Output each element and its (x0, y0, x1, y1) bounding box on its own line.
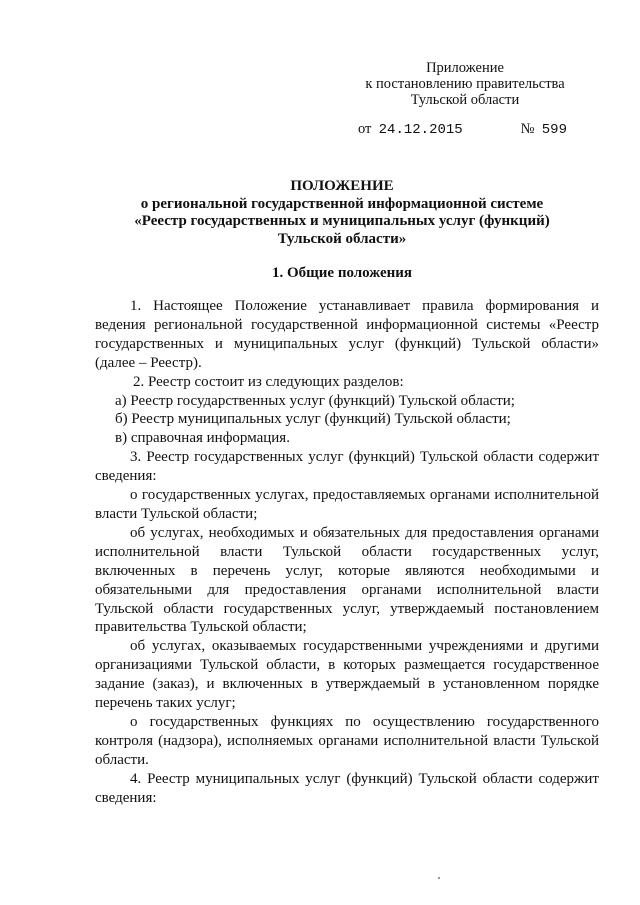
paragraph-3-item-3: об услугах, оказываемых государственными учреждениями и другими организациями Тульской области, в которых размещается государственное задание (заказ), и включенных в утверждаемый в установленном порядке перечень таких услуг; (95, 638, 599, 712)
document-date: 24.12.2015 (378, 122, 463, 138)
appendix-line-2: к постановлению правительства (365, 76, 565, 92)
paragraph-1: 1. Настоящее Положение устанавливает правила формирования и ведения региональной государственной информационной системы «Реестр государственных и муниципальных услуг (функций) Тульской области» (далее – Реестр). (95, 298, 599, 371)
paragraph-4: 4. Реестр муниципальных услуг (функций) Тульской области содержит сведения: (95, 770, 599, 806)
date-from-label: от (358, 121, 372, 137)
title-heading: ПОЛОЖЕНИЕ (290, 178, 394, 194)
paragraph-3: 3. Реестр государственных услуг (функций) Тульской области содержит сведения: (95, 449, 599, 485)
paragraph-3-item-4: о государственных функциях по осуществлению государственного контроля (надзора), исполняемых органами исполнительной власти Тульской области. (95, 713, 599, 768)
date-number-line (358, 121, 567, 138)
title-line-3: Тульской области» (277, 230, 407, 247)
paragraph-2c: в) справочная информация. (115, 430, 290, 447)
paragraph-2a: а) Реестр государственных услуг (функций) Тульской области; (115, 392, 515, 409)
title-line-2: «Реестр государственных и муниципальных услуг (функций) (134, 213, 550, 229)
paragraph-3-item-1: о государственных услугах, предоставляемых органами исполнительной власти Тульской области; (95, 487, 599, 522)
document-number: 599 (541, 122, 567, 138)
document-body (95, 297, 599, 807)
scan-speck (438, 877, 440, 879)
paragraph-3-item-2: об услугах, необходимых и обязательных для предоставления органами исполнительной власти Тульской области государственных услуг, включенных в перечень услуг, которые являются необходимыми и обязательными для предоставления органами исполнительной власти Тульской области государственных услуг, утверждаемый постановлением правительства Тульской области; (95, 524, 599, 636)
title-line-1: о региональной государственной информационной системе (140, 195, 544, 212)
section-heading: 1. Общие положения (271, 265, 413, 281)
paragraph-2b: б) Реестр муниципальных услуг (функций) Тульской области; (115, 411, 511, 428)
document-title (60, 178, 624, 248)
number-sign: № (520, 121, 535, 137)
appendix-line-3: Тульской области (410, 92, 520, 108)
appendix-block (350, 60, 580, 108)
paragraph-2: 2. Реестр состоит из следующих разделов: (133, 373, 404, 390)
appendix-line-1: Приложение (426, 60, 504, 76)
